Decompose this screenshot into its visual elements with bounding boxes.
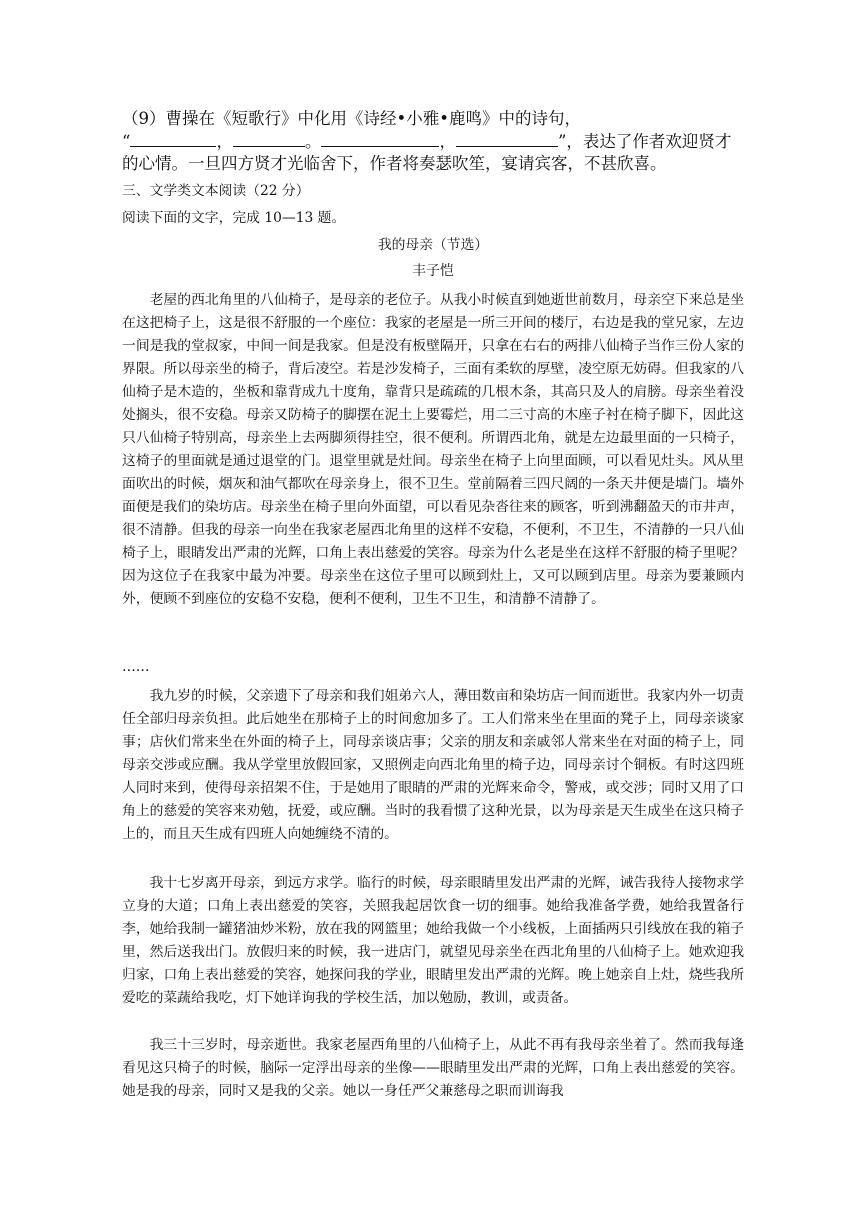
open-quote: “ [122, 132, 131, 151]
question-9-tail: ”，表达了作者欢迎贤才 [557, 132, 732, 151]
article-author: 丰子恺 [412, 263, 454, 279]
answer-blank-1[interactable] [130, 130, 216, 147]
answer-blank-4[interactable] [456, 130, 558, 147]
answer-blank-2[interactable] [233, 130, 305, 147]
article-paragraph-2: 我九岁的时候，父亲遗下了母亲和我们姐弟六人，薄田数亩和染坊店一间而逝世。我家内外一切责任全部归母亲负担。此后她坐在那椅子上的时间愈加多了。工人们常来坐在里面的凳子上，同母亲谈家事；店伙们常来坐在外面的椅子上，同母亲谈店事；父亲的朋友和亲戚邻人常来坐在对面的椅子上，同母亲交涉或应酬。我从学堂里放假回家，又照例走向西北角里的椅子边，同母亲讨个铜板。有时这四班人同时来到，使得母亲招架不住，于是她用了眼睛的严肃的光辉来命令，警戒，或交涉；同时又用了口角上的慈爱的笑容来劝勉，抚爱，或应酬。当时的我看惯了这种光景，以为母亲是天生成坐在这只椅子上的，而且天生成有四班人向她缠绕不清的。 [122, 688, 744, 842]
blank-separator-3: ， [439, 132, 456, 151]
article-paragraph-4: 我三十三岁时，母亲逝世。我家老屋西角里的八仙椅子上，从此不再有我母亲坐着了。然而我每逢看见这只椅子的时候，脑际一定浮出母亲的坐像——眼睛里发出严肃的光辉，口角上表出慈爱的笑容。她是我的母亲，同时又是我的父亲。她以一身任严父兼慈母之职而训诲我 [122, 1037, 744, 1099]
article-title: 我的母亲（节选） [377, 237, 489, 253]
article-paragraph-1: 老屋的西北角里的八仙椅子，是母亲的老位子。从我小时候直到她逝世前数月，母亲空下来总是坐在这把椅子上，这是很不舒服的一个座位：我家的老屋是一所三开间的楼厅，右边是我的堂兄家，左边一间是我的堂叔家，中间一间是我家。但是没有板壁隔开，只拿在右右的两排八仙椅子当作三份人家的界限。所以母亲坐的椅子，背后凌空。若是沙发椅子，三面有柔软的厚壁，凌空原无妨碍。但我家的八仙椅子是木造的，坐板和靠背成九十度角，靠背只是疏疏的几根木条，其高只及人的肩膀。母亲坐着没处搁头，很不安稳。母亲又防椅子的脚摆在泥土上要霉烂，用二三寸高的木座子衬在椅子脚下，因此这只八仙椅子特别高，母亲坐上去两脚须得挂空，很不便利。所谓西北角，就是左边最里面的一只椅子，这椅子的里面就是通过退堂的门。退堂里就是灶间。母亲坐在椅子上向里面顾，可以看见灶头。风从里面吹出的时候，烟灰和油气都吹在母亲身上，很不卫生。堂前隔着三四尺阔的一条天井便是墙门。墙外面便是我们的染坊店。母亲坐在椅子里向外面望，可以看见杂沓往来的顾客，听到沸翻盈天的市井声，很不清静。但我的母亲一向坐在我家老屋西北角里的这样不安稳，不便利，不卫生，不清静的一只八仙椅子上，眼睛发出严肃的光辉，口角上表出慈爱的笑容。母亲为什么老是坐在这样不舒服的椅子里呢？因为这位子在我家中最为冲要。母亲坐在这位子里可以顾到灶上，又可以顾到店里。母亲为要兼顾内外，便顾不到座位的安稳不安稳，便利不便利，卫生不卫生，和清静不清静了。 [122, 292, 744, 607]
question-9-line-1: （9）曹操在《短歌行》中化用《诗经•小雅•鹿鸣》中的诗句， [122, 109, 581, 128]
blank-separator-1: ， [216, 132, 233, 151]
question-9-line-3: 的心情。一旦四方贤才光临舍下，作者将奏瑟吹笙，宴请宾客，不甚欣喜。 [122, 154, 667, 173]
answer-blank-3[interactable] [321, 130, 439, 147]
blank-separator-2: 。 [304, 132, 322, 151]
ellipsis: …… [122, 659, 150, 675]
reading-instruction: 阅读下面的文字，完成 10—13 题。 [122, 210, 346, 226]
question-9 [122, 108, 744, 175]
section-heading: 三、文学类文本阅读（22 分） [122, 183, 310, 199]
article-paragraph-3: 我十七岁离开母亲，到远方求学。临行的时候，母亲眼睛里发出严肃的光辉，诫告我待人接物求学立身的大道；口角上表出慈爱的笑容，关照我起居饮食一切的细事。她给我准备学费，她给我置备行李，她给我制一罐猪油炒米粉，放在我的网篮里；她给我做一个小线板，上面插两只引线放在我的箱子里，然后送我出门。放假归来的时候，我一进店门，就望见母亲坐在西北角里的八仙椅子上。她欢迎我归家，口角上表出慈爱的笑容，她探问我的学业，眼睛里发出严肃的光辉。晚上她亲自上灶，烧些我所爱吃的菜蔬给我吃，灯下她详询我的学校生活，加以勉励，教训，或责备。 [122, 875, 744, 1006]
question-9-line-2 [122, 130, 744, 153]
